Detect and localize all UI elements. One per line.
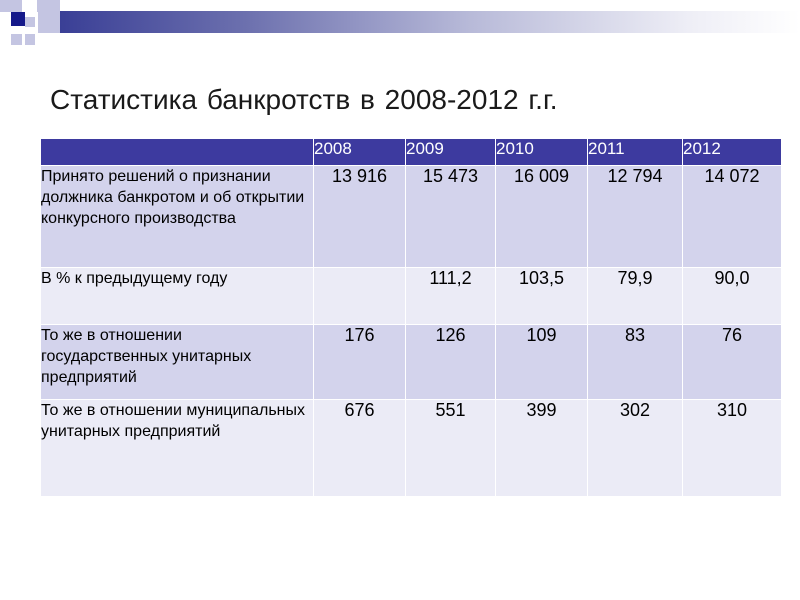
table-header-row xyxy=(41,139,782,166)
table-cell: 399 xyxy=(496,400,588,497)
table-cell: 551 xyxy=(406,400,496,497)
table-row xyxy=(41,400,782,497)
header-cell-year: 2011 xyxy=(588,139,683,166)
table-cell: 103,5 xyxy=(496,268,588,325)
table-cell: 676 xyxy=(314,400,406,497)
table-cell: 111,2 xyxy=(406,268,496,325)
table-cell: 176 xyxy=(314,325,406,400)
table-cell: 79,9 xyxy=(588,268,683,325)
decorative-square xyxy=(25,34,35,45)
table-cell: 83 xyxy=(588,325,683,400)
slide-title: Статистика банкротств в 2008-2012 г.г. xyxy=(50,84,558,115)
table-cell: 90,0 xyxy=(683,268,782,325)
table-row xyxy=(41,325,782,400)
table-cell: 12 794 xyxy=(588,166,683,268)
table-cell: 109 xyxy=(496,325,588,400)
decorative-square xyxy=(11,34,22,45)
header-cell-year: 2010 xyxy=(496,139,588,166)
row-label: Принято решений о признании должника банкротом и об открытии конкурсного производства xyxy=(41,166,314,268)
table-cell: 310 xyxy=(683,400,782,497)
table-cell: 14 072 xyxy=(683,166,782,268)
header-cell-empty xyxy=(41,139,314,166)
table-row xyxy=(41,166,782,268)
table-cell: 13 916 xyxy=(314,166,406,268)
row-label: То же в отношении государственных унитарных предприятий xyxy=(41,325,314,400)
table-cell: 302 xyxy=(588,400,683,497)
row-label: В % к предыдущему году xyxy=(41,268,314,325)
decorative-square xyxy=(11,12,25,26)
table-cell: 126 xyxy=(406,325,496,400)
table-cell: 76 xyxy=(683,325,782,400)
table-cell: 16 009 xyxy=(496,166,588,268)
header-gradient-bar xyxy=(60,11,800,33)
table-cell: 15 473 xyxy=(406,166,496,268)
bankruptcy-statistics-table xyxy=(40,138,782,497)
header-cell-year: 2008 xyxy=(314,139,406,166)
header-cell-year: 2009 xyxy=(406,139,496,166)
row-label: То же в отношении муниципальных унитарных предприятий xyxy=(41,400,314,497)
header-cell-year: 2012 xyxy=(683,139,782,166)
table-row xyxy=(41,268,782,325)
decorative-square xyxy=(0,0,22,12)
decorative-square xyxy=(38,12,60,33)
decorative-square xyxy=(37,0,60,12)
decorative-square xyxy=(25,17,35,27)
table-cell xyxy=(314,268,406,325)
